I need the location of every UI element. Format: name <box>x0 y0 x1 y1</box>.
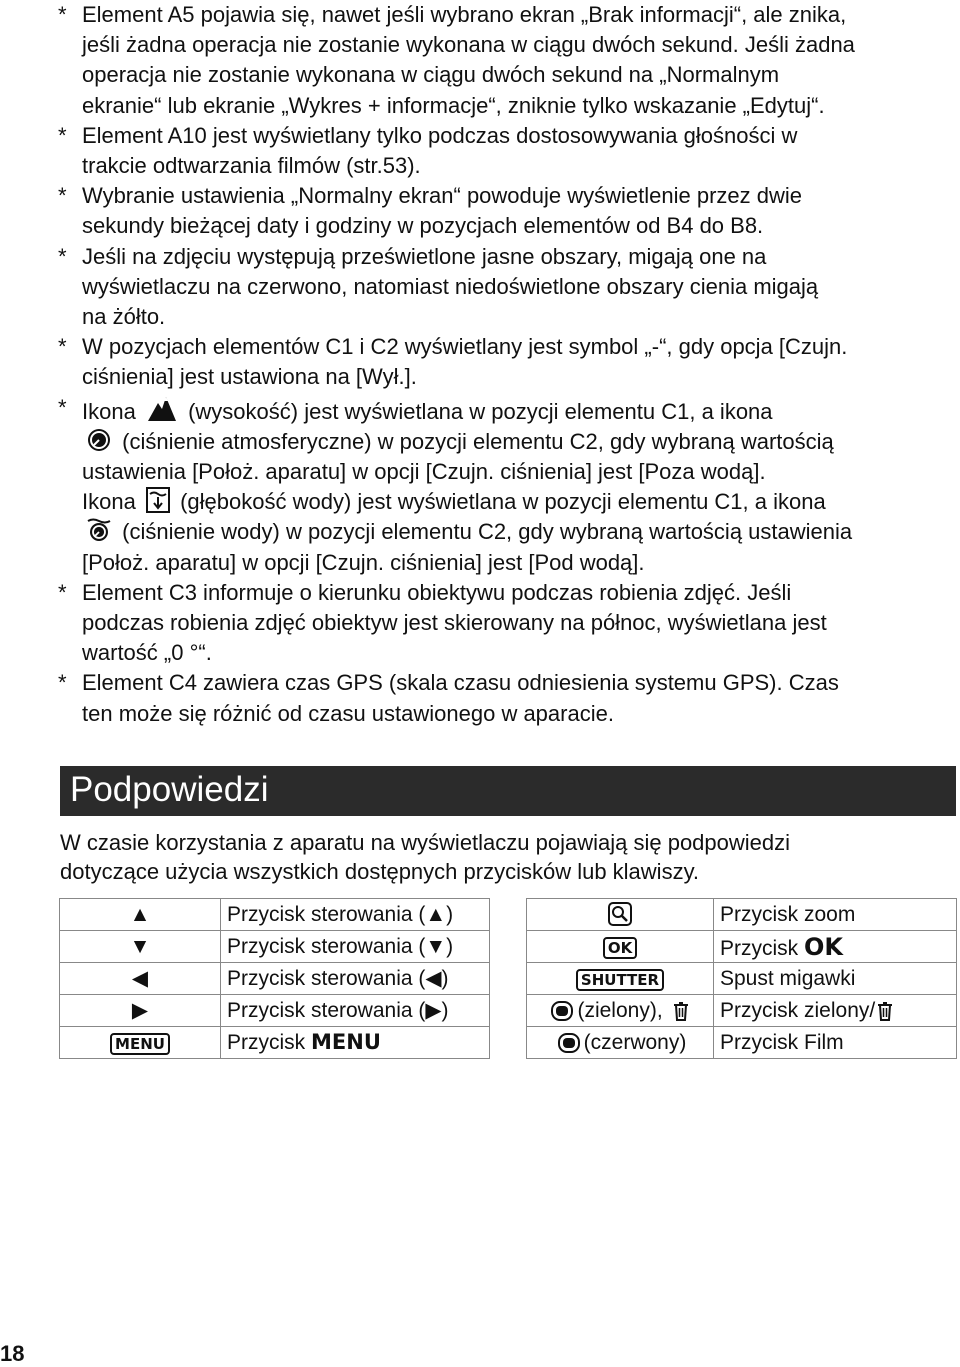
table-cell-label <box>714 931 957 963</box>
table-row <box>527 1027 957 1059</box>
note-text: Element A5 pojawia się, nawet jeśli wybrano ekran „Brak informacji“, ale znika, jeśli żadna operacja nie zostanie wykonana w ciągu dwóch sekund. Jeśli żadna operacja nie zostanie wykonana w ciągu dwóch sekund na „Normalnym ekranie“ lub ekranie „Wykres + informacje“, zniknie tylko wskazanie „Edytuj“. <box>82 2 855 118</box>
note-item <box>58 121 958 181</box>
table-row <box>60 899 490 931</box>
note-text-part: Ikona <box>82 489 136 515</box>
table-cell-label: Przycisk sterowania (◀) <box>221 963 490 995</box>
note-text-part: (ciśnienie wody) w pozycji elementu C2, gdy wybraną wartością ustawienia <box>122 519 853 545</box>
note-item <box>58 332 958 392</box>
menu-keyword: MENU <box>311 1030 381 1054</box>
note-text: Wybranie ustawienia „Normalny ekran“ powoduje wyświetlenie przez dwie sekundy bieżącej daty i godziny w pozycjach elementów od B4 do B8. <box>82 183 803 239</box>
table-cell-label: Przycisk sterowania (▲) <box>221 899 490 931</box>
table-row <box>60 931 490 963</box>
right-arrow-icon: ▶ <box>60 995 221 1027</box>
table-row <box>60 1027 490 1059</box>
note-text-part: (głębokość wody) jest wyświetlana w pozycji elementu C1, a ikona <box>180 489 826 515</box>
trash-icon <box>673 1001 689 1021</box>
note-text-part: (wysokość) jest wyświetlana w pozycji elementu C1, a ikona <box>188 398 773 424</box>
bullet-star: * <box>58 2 67 27</box>
zoom-icon <box>608 902 632 926</box>
table-row <box>527 931 957 963</box>
red-button-icon <box>558 1033 580 1053</box>
note-item <box>58 181 958 241</box>
controls-table-right <box>526 898 957 1059</box>
section-banner <box>60 766 956 816</box>
notes-list <box>58 0 958 729</box>
table-row <box>527 963 957 995</box>
table-cell-label: Spust migawki <box>714 963 957 995</box>
shutter-key-cell <box>527 963 714 995</box>
mountain-icon <box>146 393 178 423</box>
atmospheric-pressure-icon <box>86 427 112 453</box>
bullet-star: * <box>58 334 67 360</box>
ok-key-cell <box>527 931 714 963</box>
section-title: Podpowiedzi <box>70 770 269 809</box>
bullet-star: * <box>58 394 67 420</box>
menu-key-cell <box>60 1027 221 1059</box>
table-cell-label: Przycisk Film <box>714 1027 957 1059</box>
note-text-part: ustawienia [Położ. aparatu] w opcji [Czujn. ciśnienia] jest [Poza wodą]. <box>82 459 766 485</box>
table-row <box>527 995 957 1027</box>
red-label: (czerwony) <box>583 1030 687 1054</box>
table-row <box>60 963 490 995</box>
table-cell-label <box>714 995 957 1027</box>
table-row <box>527 899 957 931</box>
table-cell-label: Przycisk zoom <box>714 899 957 931</box>
note-item <box>58 668 958 728</box>
note-item-icons <box>58 393 958 578</box>
table-cell-label: Przycisk sterowania (▼) <box>221 931 490 963</box>
note-text-part: (ciśnienie atmosferyczne) w pozycji elementu C2, gdy wybraną wartością <box>122 428 834 454</box>
bullet-star: * <box>58 670 67 696</box>
green-key-cell <box>527 995 714 1027</box>
note-text: Element C4 zawiera czas GPS (skala czasu odniesienia systemu GPS). Czas ten może się różnić od czasu ustawionego w aparacie. <box>82 670 839 726</box>
table-row <box>60 995 490 1027</box>
note-text-part: Ikona <box>82 398 136 424</box>
section-intro: W czasie korzystania z aparatu na wyświetlaczu pojawiają się podpowiedzi dotyczące użycia wszystkich dostępnych przycisków lub klawiszy. <box>60 830 791 884</box>
trash-icon <box>877 1001 893 1021</box>
note-item <box>58 0 958 121</box>
note-text: W pozycjach elementów C1 i C2 wyświetlany jest symbol „-“, gdy opcja [Czujn. ciśnienia] jest ustawiona na [Wył.]. <box>82 334 848 390</box>
ok-keyword: OK <box>804 932 843 961</box>
water-depth-icon <box>146 487 170 513</box>
bullet-star: * <box>58 122 67 148</box>
note-text: Element C3 informuje o kierunku obiektywu podczas robienia zdjęć. Jeśli podczas robienia zdjęć obiektyw jest skierowany na północ, wyświetlana jest wartość „0 °“. <box>82 579 827 666</box>
bullet-star: * <box>58 183 67 209</box>
left-arrow-icon: ◀ <box>60 963 221 995</box>
label-text: Przycisk <box>720 936 804 960</box>
red-key-cell <box>527 1027 714 1059</box>
green-label: (zielony), <box>577 998 663 1022</box>
zoom-key-cell <box>527 899 714 931</box>
note-text: Element A10 jest wyświetlany tylko podczas dostosowywania głośności w trakcie odtwarzania filmów (str.53). <box>82 122 798 179</box>
note-text: Jeśli na zdjęciu występują prześwietlone jasne obszary, migają one na wyświetlaczu na czerwono, natomiast niedoświetlone obszary cienia migają na żółto. <box>82 243 819 330</box>
menu-key-icon: MENU <box>110 1033 170 1055</box>
shutter-key-icon: SHUTTER <box>576 969 664 991</box>
bullet-star: * <box>58 579 67 605</box>
label-text: Przycisk zielony/ <box>720 998 876 1022</box>
bullet-star: * <box>58 243 67 269</box>
note-item <box>58 578 958 669</box>
water-pressure-icon <box>86 517 112 543</box>
down-arrow-icon: ▼ <box>60 931 221 963</box>
up-arrow-icon: ▲ <box>60 899 221 931</box>
table-cell-label <box>221 1027 490 1059</box>
note-text <box>82 393 958 578</box>
ok-key-icon: OK <box>603 937 637 959</box>
page-number: 18 <box>0 1341 25 1366</box>
label-text: Przycisk <box>227 1031 311 1054</box>
note-item <box>58 242 958 333</box>
note-text-part: [Położ. aparatu] w opcji [Czujn. ciśnienia] jest [Pod wodą]. <box>82 549 645 575</box>
green-button-icon <box>551 1001 573 1021</box>
table-cell-label: Przycisk sterowania (▶) <box>221 995 490 1027</box>
controls-table-left <box>59 898 490 1059</box>
